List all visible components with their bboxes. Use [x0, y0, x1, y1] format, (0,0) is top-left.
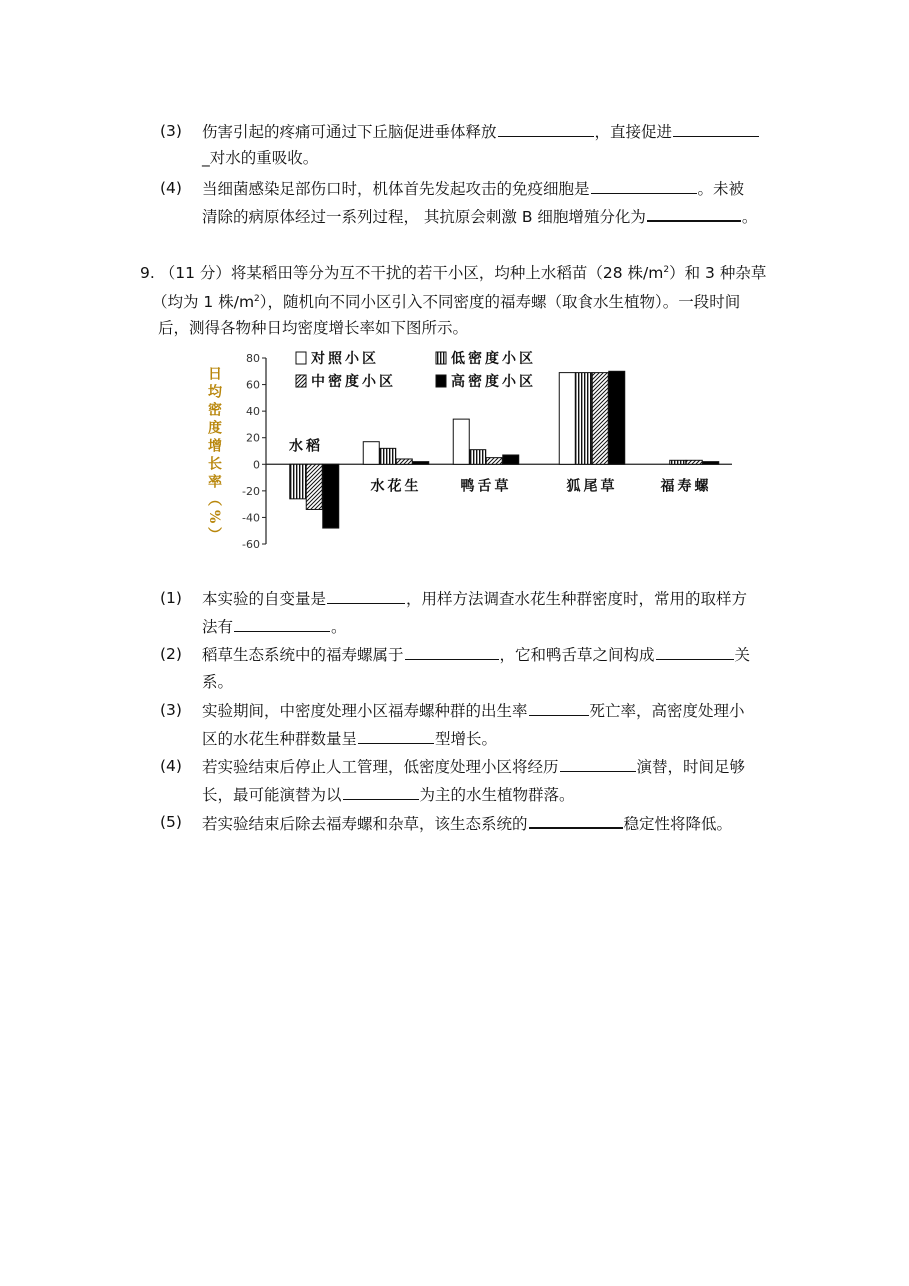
bar-0-2 — [306, 464, 322, 509]
answer-blank[interactable] — [673, 121, 759, 137]
bar-0-1 — [290, 464, 306, 499]
y-tick-label: -20 — [242, 484, 260, 498]
y-tick-labels — [242, 352, 266, 551]
q9-sub4-text-a: 若实验结束后停止人工管理，低密度处理小区将经历 — [202, 758, 559, 776]
category-label: 狐尾草 — [566, 478, 618, 495]
legend-swatch — [436, 375, 446, 387]
y-tick-label: -60 — [242, 538, 260, 551]
category-label: 福寿螺 — [660, 478, 712, 495]
q9-sub2-text-b: ，它和鸭舌草之间构成 — [499, 646, 655, 664]
q9-sub2-text-c: 关 — [734, 646, 751, 664]
q9-sub3-line1 — [202, 700, 745, 721]
legend — [296, 350, 536, 390]
y-tick-label: 0 — [253, 458, 260, 472]
q9-sub3-text-c: 区的水花生种群数量呈 — [202, 730, 358, 748]
answer-blank[interactable] — [498, 121, 594, 137]
legend-label: 对照小区 — [311, 351, 379, 367]
q9-stem-text3: 后，测得各物种日均密度增长率如下图所示。 — [158, 319, 469, 337]
q9-sub5-text-a: 若实验结束后除去福寿螺和杂草，该生态系统的 — [202, 815, 528, 833]
q8-item-3-line2 — [202, 148, 318, 168]
y-axis-title: 日均密度增长率（%） — [206, 366, 222, 546]
bar-1-2 — [396, 459, 412, 464]
bar-2-0 — [453, 419, 469, 464]
q8-item-4-text-d: 。 — [741, 208, 758, 226]
y-tick-label: 80 — [246, 352, 260, 365]
q9-sub3-text-a: 实验期间，中密度处理小区福寿螺种群的出生率 — [202, 702, 528, 720]
q9-stem-text1b: ）和 3 种杂草 — [669, 264, 767, 283]
q9-sub4-text-d: 为主的水生植物群落。 — [419, 786, 575, 804]
q9-sub4-line1 — [202, 756, 745, 777]
bar-1-0 — [363, 442, 379, 465]
growth-rate-bar-chart — [200, 348, 760, 558]
q9-stem-text2b: ），随机向不同小区引入不同密度的福寿螺（取食水生植物）。一段时间 — [259, 293, 741, 312]
q9-sub4-line2 — [202, 784, 575, 805]
q8-item-4-text-a: 当细菌感染足部伤口时，机体首先发起攻击的免疫细胞是 — [202, 180, 590, 198]
superscript: 2 — [663, 265, 670, 275]
q9-sub4-text-b: 演替，时间足够 — [636, 758, 746, 776]
answer-blank[interactable] — [343, 784, 419, 800]
q9-sub2-line1 — [202, 644, 750, 665]
legend-swatch — [296, 375, 306, 387]
bar-2-3 — [503, 455, 519, 464]
q9-sub4-text-c: 长，最可能演替为以 — [202, 786, 342, 804]
y-tick-label: -40 — [242, 511, 260, 525]
q9-sub2-text-d: 系。 — [202, 673, 234, 691]
answer-blank[interactable] — [647, 205, 741, 222]
q8-item-4-text-b: 。未被 — [697, 180, 745, 198]
answer-blank[interactable] — [591, 178, 697, 194]
q9-sub5-number: (5) — [160, 813, 182, 831]
q9-sub1-number: (1) — [160, 589, 182, 607]
bar-0-3 — [323, 464, 339, 528]
answer-blank[interactable] — [560, 756, 636, 772]
q8-item-4-line2 — [202, 205, 757, 227]
q9-sub2-text-a: 稻草生态系统中的福寿螺属于 — [202, 646, 404, 664]
bar-4-3 — [703, 462, 719, 465]
q9-sub3-number: (3) — [160, 701, 182, 719]
category-label: 鸭舌草 — [460, 478, 512, 495]
q9-sub5-text-b: 稳定性将降低。 — [623, 815, 733, 833]
q9-sub1-line2 — [202, 616, 347, 637]
q9-stem-text1: 将某稻田等分为互不干扰的若干小区，均种上水稻苗（28 株/m — [230, 264, 664, 283]
q9-sub1-text-c: 法有 — [202, 618, 234, 636]
bar-4-1 — [670, 460, 686, 464]
q8-item-4-line1 — [202, 178, 744, 199]
bar-2-1 — [470, 450, 486, 465]
q9-sub1-line1 — [202, 588, 747, 609]
q9-sub3-text-d: 型增长。 — [435, 730, 498, 748]
q9-sub3-line2 — [202, 728, 497, 749]
q8-item-3-text-a: 伤害引起的疼痛可通过下丘脑促进垂体释放 — [202, 123, 497, 141]
q8-item-3-text-c: _对水的重吸收。 — [202, 149, 319, 167]
superscript: 2 — [254, 294, 260, 304]
y-tick-label: 20 — [246, 431, 260, 445]
q9-sub1-text-b: ，用样方法调查水花生种群密度时，常用的取样方 — [406, 590, 748, 608]
bar-1-1 — [380, 448, 396, 464]
legend-swatch — [296, 352, 306, 364]
bar-3-0 — [559, 373, 575, 465]
q9-sub2-line2 — [202, 672, 233, 692]
answer-blank[interactable] — [529, 700, 589, 716]
q8-item-4-text-c: 清除的病原体经过一系列过程， 其抗原会刺激 B 细胞增殖分化为 — [202, 208, 646, 226]
y-tick-label: 40 — [246, 405, 260, 419]
legend-label: 高密度小区 — [451, 374, 536, 390]
q9-stem-line2 — [152, 289, 740, 312]
q9-sub1-text-d: 。 — [331, 618, 347, 636]
answer-blank[interactable] — [234, 616, 330, 632]
q9-sub3-text-b: 死亡率，高密度处理小 — [589, 702, 745, 720]
legend-swatch — [436, 352, 446, 364]
category-label: 水花生 — [370, 478, 422, 495]
q8-item-3-number: (3) — [160, 122, 182, 140]
y-tick-label: 60 — [246, 378, 260, 392]
answer-blank[interactable] — [405, 644, 499, 660]
q9-stem-line3 — [158, 318, 468, 338]
answer-blank[interactable] — [529, 812, 623, 829]
q9-sub1-text-a: 本实验的自变量是 — [202, 590, 327, 608]
category-label: 水稻 — [289, 438, 323, 455]
q8-item-4-number: (4) — [160, 179, 182, 197]
q9-sub2-number: (2) — [160, 645, 182, 663]
answer-blank[interactable] — [327, 588, 405, 604]
q9-stem-text2: （均为 1 株/m — [152, 293, 255, 312]
bar-3-3 — [609, 371, 625, 464]
bar-3-1 — [576, 373, 592, 465]
legend-label: 低密度小区 — [451, 351, 536, 367]
bar-2-2 — [486, 458, 502, 465]
legend-label: 中密度小区 — [311, 374, 396, 390]
bar-3-2 — [592, 373, 608, 465]
q9-stem-line1 — [140, 260, 766, 283]
q9-sub5-line1 — [202, 812, 732, 834]
q9-score: （11 分） — [159, 264, 231, 283]
q9-number: 9. — [140, 264, 155, 283]
q8-item-3-text-b: ，直接促进 — [594, 123, 673, 141]
bars — [290, 371, 719, 528]
answer-blank[interactable] — [358, 728, 434, 744]
category-labels — [289, 437, 712, 494]
bar-4-2 — [686, 460, 702, 464]
q9-sub4-number: (4) — [160, 757, 182, 775]
answer-blank[interactable] — [656, 644, 734, 660]
q8-item-3-line1 — [202, 121, 760, 142]
bar-1-3 — [413, 462, 429, 465]
